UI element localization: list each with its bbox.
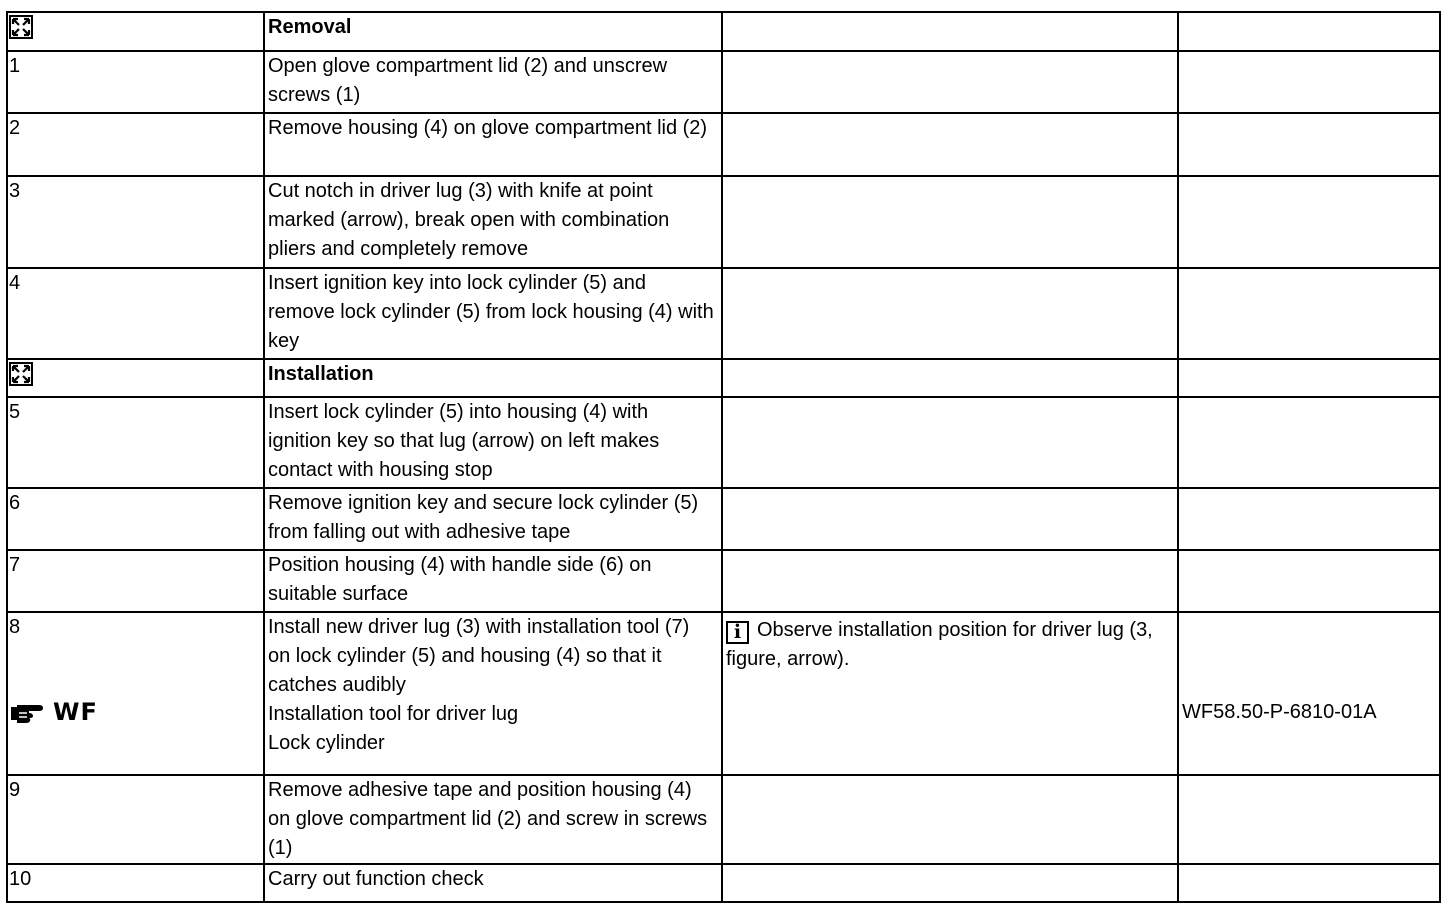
- empty-cell: [1178, 397, 1440, 488]
- step-number: 8: [9, 616, 21, 638]
- step-row-8: [7, 612, 1440, 775]
- step-row-10: [7, 864, 1440, 902]
- empty-cell: [722, 397, 1178, 488]
- step-text: Cut notch in driver lug (3) with knife at point marked (arrow), break open with combination pliers and completely remove: [264, 176, 722, 268]
- empty-cell: [1178, 864, 1440, 902]
- step-number: 7: [7, 550, 264, 612]
- removal-title: Removal: [268, 16, 352, 38]
- step-text: Install new driver lug (3) with installation tool (7) on lock cylinder (5) and housing (4) so that it catches audibly: [268, 616, 690, 696]
- empty-cell: [1178, 176, 1440, 268]
- step-text: Remove housing (4) on glove compartment lid (2): [264, 113, 722, 176]
- workshop-aid-marker[interactable]: [9, 698, 259, 728]
- step-text: Remove adhesive tape and position housing (4) on glove compartment lid (2) and screw in screws (1): [264, 775, 722, 864]
- step-text: Position housing (4) with handle side (6) on suitable surface: [264, 550, 722, 612]
- empty-cell: [722, 113, 1178, 176]
- step-text: Insert ignition key into lock cylinder (5) and remove lock cylinder (5) from lock housing (4) with key: [264, 268, 722, 359]
- step-number: 2: [7, 113, 264, 176]
- section-title: [264, 359, 722, 397]
- installation-title: Installation: [268, 363, 374, 385]
- step-text: Remove ignition key and secure lock cylinder (5) from falling out with adhesive tape: [264, 488, 722, 550]
- step-row-4: [7, 268, 1440, 359]
- section-toggle-cell[interactable]: [7, 359, 264, 397]
- empty-cell: [722, 775, 1178, 864]
- step-row-9: [7, 775, 1440, 864]
- pointing-hand-icon: [9, 701, 49, 725]
- empty-cell: [1178, 268, 1440, 359]
- empty-cell: [722, 176, 1178, 268]
- procedure-table: [6, 11, 1441, 903]
- section-title: [264, 12, 722, 51]
- tool-component: Lock cylinder: [268, 732, 385, 754]
- empty-cell: [722, 488, 1178, 550]
- step-text-cell: [264, 612, 722, 775]
- section-toggle-cell[interactable]: [7, 12, 264, 51]
- workshop-reference-link[interactable]: WF58.50-P-6810-01A: [1182, 701, 1377, 723]
- step-number: 4: [7, 268, 264, 359]
- empty-cell: [722, 864, 1178, 902]
- step-row-3: [7, 176, 1440, 268]
- step-row-5: [7, 397, 1440, 488]
- section-row-removal: [7, 12, 1440, 51]
- reference-cell: [1178, 612, 1440, 775]
- step-text: Open glove compartment lid (2) and unscrew screws (1): [264, 51, 722, 113]
- note-cell: [722, 612, 1178, 775]
- step-row-7: [7, 550, 1440, 612]
- expand-arrows-icon[interactable]: [9, 362, 33, 386]
- step-row-1: [7, 51, 1440, 113]
- info-icon: i: [726, 621, 749, 644]
- note-text: Observe installation position for driver lug (3, figure, arrow).: [726, 619, 1153, 670]
- empty-cell: [1178, 488, 1440, 550]
- step-row-6: [7, 488, 1440, 550]
- empty-cell: [722, 550, 1178, 612]
- step-number: 3: [7, 176, 264, 268]
- empty-cell: [722, 268, 1178, 359]
- empty-cell: [722, 12, 1178, 51]
- empty-cell: [1178, 12, 1440, 51]
- tool-name: Installation tool for driver lug: [268, 703, 519, 725]
- empty-cell: [722, 51, 1178, 113]
- step-text: Carry out function check: [264, 864, 722, 902]
- empty-cell: [1178, 775, 1440, 864]
- step-text: Insert lock cylinder (5) into housing (4) with ignition key so that lug (arrow) on left makes contact with housing stop: [264, 397, 722, 488]
- step-number: 6: [7, 488, 264, 550]
- note: [726, 613, 1173, 674]
- empty-cell: [1178, 51, 1440, 113]
- empty-cell: [1178, 550, 1440, 612]
- section-row-installation: [7, 359, 1440, 397]
- step-number: 5: [7, 397, 264, 488]
- empty-cell: [1178, 113, 1440, 176]
- step-number: 10: [7, 864, 264, 902]
- step-number-cell: [7, 612, 264, 775]
- empty-cell: [722, 359, 1178, 397]
- step-number: 9: [7, 775, 264, 864]
- step-number: 1: [7, 51, 264, 113]
- empty-cell: [1178, 359, 1440, 397]
- expand-arrows-icon[interactable]: [9, 15, 33, 39]
- wf-label: WF: [53, 698, 98, 727]
- step-row-2: [7, 113, 1440, 176]
